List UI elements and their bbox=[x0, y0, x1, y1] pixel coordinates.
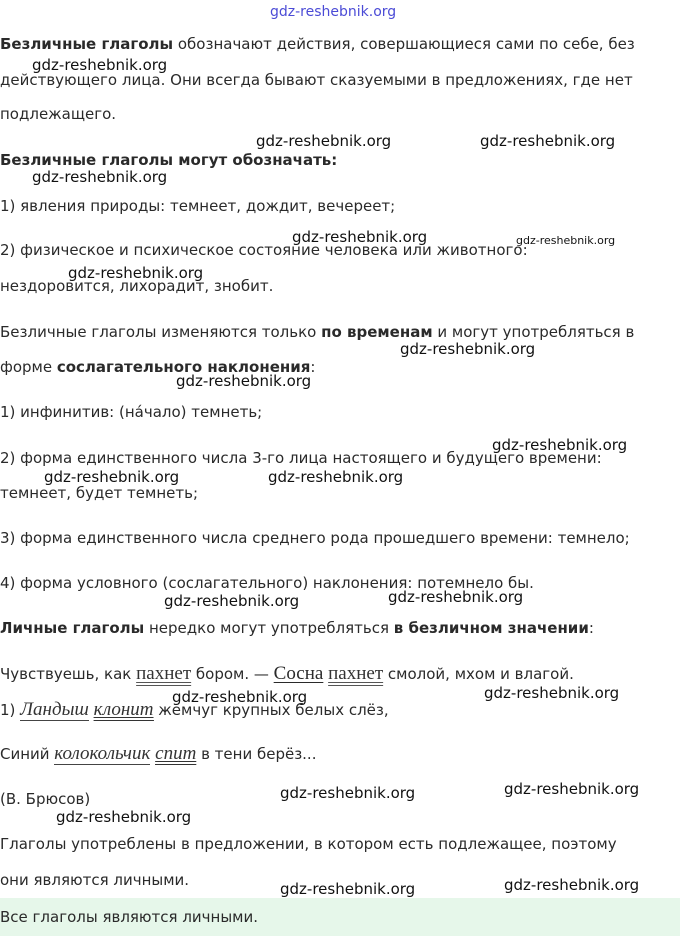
watermark: gdz-reshebnik.org bbox=[400, 340, 536, 358]
bold-term: сослагательного наклонения bbox=[56, 358, 311, 376]
example-sentence bbox=[0, 662, 574, 686]
watermark: gdz-reshebnik.org bbox=[68, 264, 204, 282]
text-fragment: : bbox=[588, 619, 594, 637]
example-line bbox=[0, 742, 316, 766]
text-fragment: : bbox=[310, 358, 316, 376]
watermark: gdz-reshebnik.org bbox=[268, 468, 404, 486]
text-fragment: форме bbox=[0, 358, 57, 376]
list-item-continuation: нездоровится, лихорадит, знобит. bbox=[0, 277, 274, 295]
watermark: gdz-reshebnik.org bbox=[292, 228, 428, 246]
watermark: gdz-reshebnik.org bbox=[516, 234, 616, 247]
watermark: gdz-reshebnik.org bbox=[256, 132, 392, 150]
watermark: gdz-reshebnik.org bbox=[484, 684, 620, 702]
text-fragment bbox=[89, 701, 94, 719]
text-fragment: смолой, мхом и влагой. bbox=[383, 665, 574, 683]
heading-text: Безличные глаголы могут обозначать: bbox=[0, 151, 338, 169]
watermark: gdz-reshebnik.org bbox=[280, 880, 416, 898]
list-item: 3) форма единственного числа среднего рода прошедшего времени: темнело; bbox=[0, 529, 630, 547]
list-item: 1) инфинитив: (нáчало) темнеть; bbox=[0, 403, 263, 421]
watermark: gdz-reshebnik.org bbox=[44, 468, 180, 486]
text-fragment: и могут употребляться в bbox=[432, 323, 635, 341]
watermark: gdz-reshebnik.org bbox=[172, 688, 308, 706]
bold-term: Личные глаголы bbox=[0, 619, 145, 637]
subject-word: Ландыш bbox=[20, 699, 89, 720]
watermark: gdz-reshebnik.org bbox=[504, 780, 640, 798]
text-fragment: Безличные глаголы изменяются только bbox=[0, 323, 322, 341]
text-fragment: в тени берёз... bbox=[196, 745, 317, 763]
subject-word: Сосна bbox=[273, 663, 324, 684]
list-item-continuation: темнеет, будет темнеть; bbox=[0, 484, 199, 502]
predicate-word: спит bbox=[155, 743, 197, 764]
text-fragment: 1) bbox=[0, 701, 21, 719]
watermark: gdz-reshebnik.org bbox=[270, 4, 397, 20]
watermark: gdz-reshebnik.org bbox=[280, 784, 416, 802]
watermark: gdz-reshebnik.org bbox=[32, 56, 168, 74]
watermark: gdz-reshebnik.org bbox=[492, 436, 628, 454]
paragraph-line: действующего лица. Они всегда бывают сказуемыми в предложениях, где нет bbox=[0, 71, 633, 89]
paragraph-line: они являются личными. bbox=[0, 871, 190, 889]
text-fragment: жемчуг крупных белых слёз, bbox=[153, 701, 389, 719]
watermark: gdz-reshebnik.org bbox=[56, 808, 192, 826]
answer-text: Все глаголы являются личными. bbox=[0, 908, 259, 926]
text-fragment: Чувствуешь, как bbox=[0, 665, 137, 683]
list-item: 2) физическое и психическое состояние человека или животного: bbox=[0, 241, 528, 259]
paragraph-line bbox=[0, 618, 594, 638]
watermark: gdz-reshebnik.org bbox=[388, 588, 524, 606]
answer-box bbox=[0, 898, 680, 936]
bold-term: по временам bbox=[321, 323, 433, 341]
author-attribution: (В. Брюсов) bbox=[0, 790, 91, 808]
paragraph-line: Глаголы употреблены в предложении, в котором есть подлежащее, поэтому bbox=[0, 835, 617, 853]
text-fragment: Синий bbox=[0, 745, 55, 763]
paragraph-line bbox=[0, 357, 315, 377]
predicate-word: пахнет bbox=[136, 663, 192, 684]
text-fragment: нередко могут употребляться bbox=[144, 619, 394, 637]
subject-word: колокольчик bbox=[54, 743, 151, 764]
paragraph-line: подлежащего. bbox=[0, 105, 117, 123]
section-heading bbox=[0, 150, 337, 170]
bold-term: в безличном значении bbox=[393, 619, 589, 637]
term-impersonal-verbs: Безличные глаголы bbox=[0, 35, 174, 53]
predicate-word: клонит bbox=[93, 699, 154, 720]
list-item: 4) форма условного (сослагательного) наклонения: потемнело бы. bbox=[0, 574, 534, 592]
text-fragment: бором. — bbox=[191, 665, 274, 683]
example-line bbox=[0, 698, 389, 722]
text-fragment: обозначают действия, совершающиеся сами по себе, без bbox=[173, 35, 635, 53]
watermark: gdz-reshebnik.org bbox=[504, 876, 640, 894]
paragraph-line bbox=[0, 322, 634, 342]
watermark: gdz-reshebnik.org bbox=[480, 132, 616, 150]
paragraph-line bbox=[0, 34, 635, 54]
watermark: gdz-reshebnik.org bbox=[176, 372, 312, 390]
watermark: gdz-reshebnik.org bbox=[32, 168, 168, 186]
list-item: 2) форма единственного числа 3-го лица настоящего и будущего времени: bbox=[0, 449, 602, 467]
predicate-word: пахнет bbox=[328, 663, 384, 684]
watermark: gdz-reshebnik.org bbox=[164, 592, 300, 610]
list-item: 1) явления природы: темнеет, дождит, вечереет; bbox=[0, 197, 396, 215]
